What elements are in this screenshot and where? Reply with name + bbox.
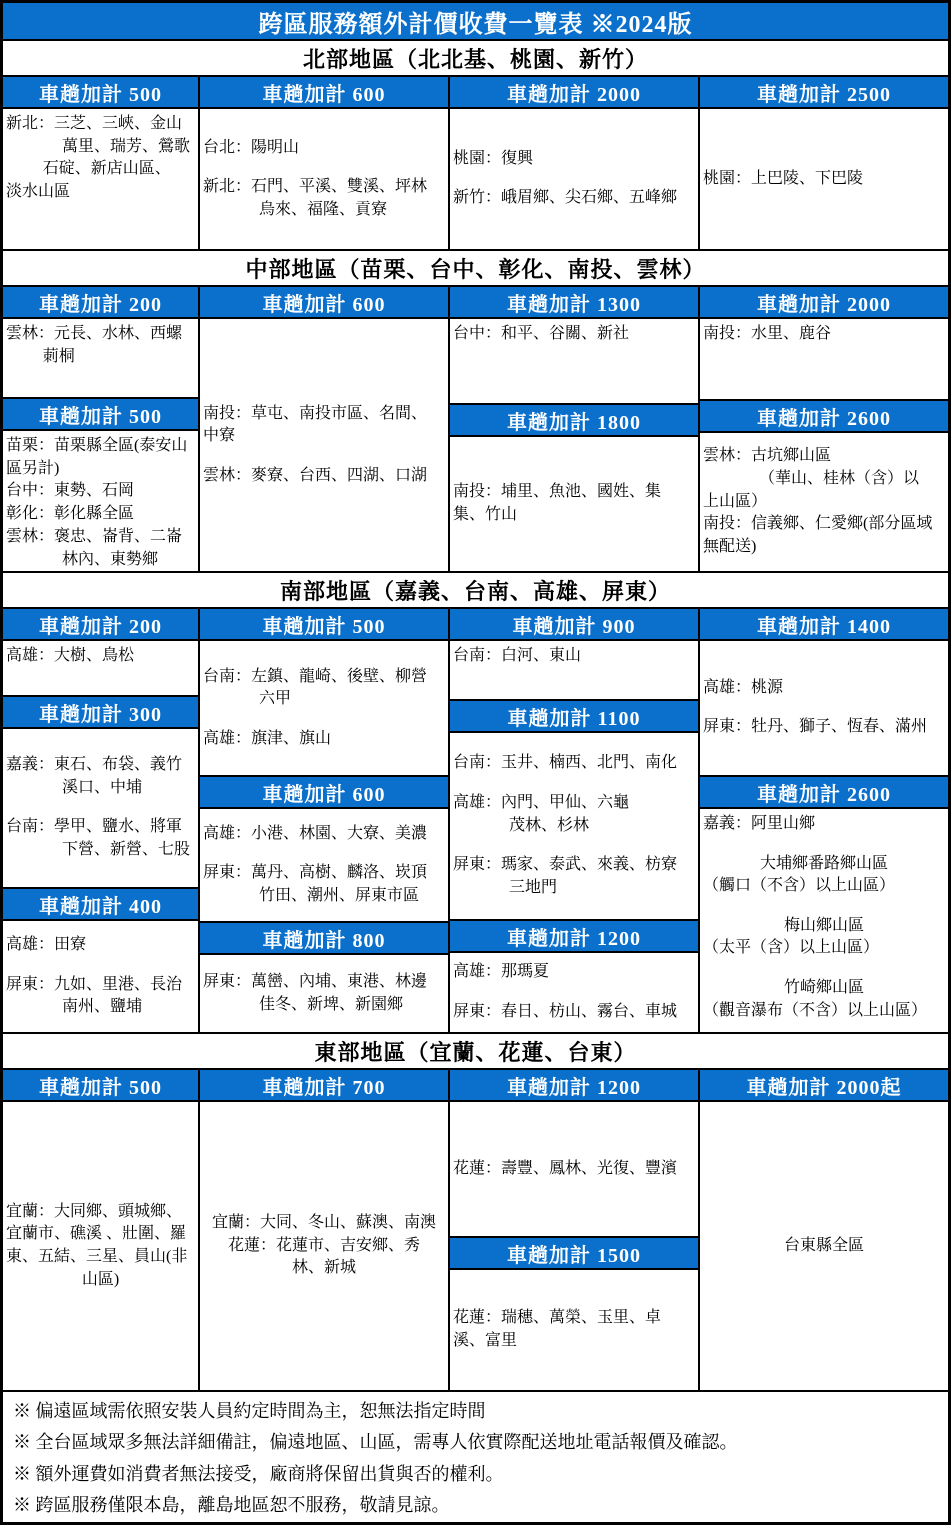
section-column <box>700 1102 948 1390</box>
page-title: 跨區服務額外計價收費一覽表 ※2024版 <box>3 3 948 39</box>
area-cell <box>700 109 948 249</box>
section-body <box>3 1102 948 1390</box>
area-text-line <box>703 960 945 977</box>
area-text-line: 東、五結、三星、員山(非 <box>6 1248 188 1265</box>
area-text-line: 台南：白河、東山 <box>453 647 582 664</box>
area-text-line: 大埔鄉番路鄉山區 <box>759 854 888 872</box>
area-text-line: 南投：草屯、南投市區、名間、 <box>203 404 428 422</box>
price-header: 車趟加計 700 <box>200 1070 448 1100</box>
area-text-line: 佳冬、新埤、新園鄉 <box>259 995 404 1013</box>
price-header: 車趟加計 1100 <box>450 701 698 731</box>
area-text-line <box>453 775 695 792</box>
area-text-line: 梅山鄉山區 <box>783 916 864 934</box>
price-header: 車趟加計 500 <box>200 609 448 639</box>
area-text-line: 桃園：復興 <box>453 149 534 167</box>
footnote: ※ 全台區域眾多無法詳細備註，偏遠地區、山區，需專人依實際配送地址電話報價及確認。 <box>13 1432 738 1453</box>
section-column <box>3 109 198 249</box>
area-text-line: 竹崎鄉山區 <box>783 978 864 996</box>
area-text-line: 雲林：褒忠、崙背、二崙 <box>6 527 183 545</box>
area-text-line <box>703 700 945 717</box>
area-text-line <box>703 898 945 915</box>
area-text-line: 宜蘭：大同、冬山、蘇澳、南澳 <box>211 1213 436 1231</box>
footnote: ※ 偏遠區域需依照安裝人員約定時間為主，恕無法指定時間 <box>13 1401 486 1421</box>
price-header: 車趟加計 500 <box>3 399 198 429</box>
area-text-line: （觀音瀑布（不含）以上山區） <box>703 1001 928 1019</box>
area-text-line: 集、竹山 <box>453 506 518 523</box>
price-header: 車趟加計 2600 <box>700 401 948 431</box>
section-column <box>200 319 448 571</box>
section-title: 北部地區（北北基、桃園、新竹） <box>3 41 948 75</box>
price-header: 車趟加計 800 <box>200 923 448 953</box>
area-text-line: 高雄：桃源 <box>703 678 784 696</box>
area-cell <box>450 641 698 699</box>
price-header: 車趟加計 900 <box>450 609 698 639</box>
price-header: 車趟加計 600 <box>200 77 448 107</box>
area-text-line: 三地門 <box>509 878 558 896</box>
area-cell <box>700 1102 948 1390</box>
area-cell <box>450 733 698 919</box>
area-text-line: 屏東：牡丹、獅子、恆春、滿州 <box>703 718 928 736</box>
area-text-line: 宜蘭市、礁溪 、壯圍、羅 <box>6 1225 187 1243</box>
area-cell <box>450 437 698 571</box>
area-text-line: 溪口、中埔 <box>62 778 143 796</box>
area-text-line: 苗栗：苗栗縣全區(泰安山 <box>6 437 188 454</box>
footnote: ※ 額外運費如消費者無法接受，廠商將保留出貨與否的權利。 <box>13 1463 504 1484</box>
section-title: 中部地區（苗栗、台中、彰化、南投、雲林） <box>3 251 948 285</box>
price-header: 車趟加計 500 <box>3 1070 198 1100</box>
area-text-line: 區另計) <box>6 459 60 477</box>
area-text-line: 石碇、新店山區、 <box>42 160 171 178</box>
area-cell <box>450 109 698 249</box>
area-text-line: 高雄：小港、林園、大寮、美濃 <box>203 824 428 842</box>
area-text-line <box>453 837 695 854</box>
area-text-line <box>6 957 195 974</box>
area-cell <box>3 109 198 249</box>
section-column <box>700 319 948 571</box>
area-cell <box>200 641 448 775</box>
price-header: 車趟加計 1200 <box>450 921 698 951</box>
area-text-line: 台南：左鎮、龍崎、後壁、柳營 <box>203 667 428 685</box>
price-header: 車趟加計 500 <box>3 77 198 107</box>
area-text-line <box>6 800 195 817</box>
area-text-line: 南州、鹽埔 <box>62 998 143 1016</box>
area-text-line: 南投：埔里、魚池、國姓、集 <box>453 483 662 501</box>
area-text-line: 屏東：萬巒、內埔、東港、林邊 <box>203 972 428 990</box>
section-column <box>450 641 698 1032</box>
section-body <box>3 109 948 249</box>
area-cell <box>200 809 448 921</box>
area-text-line: 雲林：古坑鄉山區 <box>703 447 832 465</box>
area-text-line: 嘉義：阿里山鄉 <box>703 815 816 832</box>
area-cell <box>450 1102 698 1236</box>
section-column <box>450 1102 698 1390</box>
price-header: 車趟加計 2000起 <box>700 1070 948 1100</box>
area-text-line: 下營、新營、七股 <box>62 841 191 859</box>
area-text-line <box>453 171 695 188</box>
area-text-line: 山區) <box>81 1270 120 1288</box>
area-text-line: 南投：水里、鹿谷 <box>703 325 832 342</box>
area-cell <box>700 641 948 775</box>
area-text-line: 林內、東勢鄉 <box>62 550 159 568</box>
area-text-line: 屏東：九如、里港、長治 <box>6 975 183 993</box>
price-header: 車趟加計 200 <box>3 287 198 317</box>
area-text-line: 高雄：那瑪夏 <box>453 963 550 981</box>
area-text-line: 屏東：萬丹、高樹、麟洛、崁頂 <box>203 864 428 882</box>
area-text-line: 高雄：大樹、鳥松 <box>6 647 135 664</box>
price-header: 車趟加計 1200 <box>450 1070 698 1100</box>
area-cell <box>200 319 448 571</box>
area-cell <box>200 1102 448 1390</box>
area-text-line: 台南：玉井、楠西、北門、南化 <box>453 754 678 772</box>
area-text-line: 高雄：田寮 <box>6 936 87 954</box>
section-column <box>700 109 948 249</box>
area-text-line: 宜蘭：大同鄉、頭城鄉、 <box>6 1202 183 1220</box>
area-text-line: 上山區） <box>703 492 768 510</box>
area-cell <box>450 319 698 403</box>
area-text-line: 嘉義：東石、布袋、義竹 <box>6 756 183 774</box>
area-text-line: 高雄：旗津、旗山 <box>203 729 332 747</box>
section-column <box>450 109 698 249</box>
area-text-line <box>453 984 695 1001</box>
area-text-line: 溪、富里 <box>453 1332 518 1349</box>
area-cell <box>3 729 198 887</box>
area-text-line: 雲林：麥寮、台西、四湖、口湖 <box>203 466 428 484</box>
price-header-row <box>3 77 948 107</box>
price-header: 車趟加計 2000 <box>450 77 698 107</box>
area-text-line: 林、新城 <box>291 1259 356 1277</box>
price-header: 車趟加計 1300 <box>450 287 698 317</box>
section-title: 南部地區（嘉義、台南、高雄、屏東） <box>3 573 948 607</box>
area-text-line: 新北：石門、平溪、雙溪、坪林 <box>203 178 428 196</box>
area-text-line <box>703 836 945 853</box>
area-text-line: 桃園：上巴陵、下巴陵 <box>703 169 864 187</box>
area-text-line: 新竹：峨眉鄉、尖石鄉、五峰鄉 <box>453 189 678 207</box>
area-cell <box>200 955 448 1032</box>
section-column <box>3 641 198 1032</box>
area-cell <box>700 809 948 1032</box>
area-text-line: 台中：和平、谷關、新社 <box>453 325 630 342</box>
section-column <box>700 641 948 1032</box>
area-text-line: （太平（含）以上山區） <box>703 939 880 957</box>
section-column <box>3 1102 198 1390</box>
price-header: 車趟加計 200 <box>3 609 198 639</box>
area-text-line: 台南：學甲、鹽水、將軍 <box>6 818 183 836</box>
area-text-line: 中寮 <box>203 427 236 445</box>
area-text-line: 花蓮：花蓮市、吉安鄉、秀 <box>227 1236 420 1254</box>
price-header: 車趟加計 400 <box>3 889 198 919</box>
area-text-line: 屏東：瑪家、泰武、來義、枋寮 <box>453 856 678 874</box>
price-header: 車趟加計 600 <box>200 777 448 807</box>
price-header: 車趟加計 2500 <box>700 77 948 107</box>
area-text-line: 萬里、瑞芳、鶯歌 <box>62 137 191 155</box>
area-text-line <box>203 845 445 862</box>
footnote: ※ 跨區服務僅限本島，離島地區恕不服務，敬請見諒。 <box>13 1495 450 1516</box>
area-cell <box>450 953 698 1032</box>
price-header-row <box>3 1070 948 1100</box>
section-column <box>200 641 448 1032</box>
area-cell <box>3 641 198 695</box>
footnotes <box>3 1392 948 1522</box>
area-text-line: 茂林、杉林 <box>509 816 590 834</box>
area-text-line: 新北：三芝、三峽、金山 <box>6 115 183 132</box>
area-text-line: 花蓮：壽豐、鳳林、光復、豐濱 <box>453 1159 678 1177</box>
area-text-line: 莿桐 <box>42 347 75 365</box>
area-cell <box>3 1102 198 1390</box>
area-text-line: 台東縣全區 <box>783 1236 864 1254</box>
area-text-line: 屏東：春日、枋山、霧台、車城 <box>453 1002 678 1020</box>
area-cell <box>3 319 198 397</box>
price-header: 車趟加計 300 <box>3 697 198 727</box>
area-text-line: 竹田、潮州、屏東市區 <box>259 886 420 904</box>
price-header: 車趟加計 2000 <box>700 287 948 317</box>
area-text-line <box>203 448 445 465</box>
area-text-line <box>203 159 445 176</box>
area-cell <box>700 433 948 571</box>
area-cell <box>3 921 198 1032</box>
price-header-row <box>3 287 948 317</box>
area-cell <box>450 1270 698 1390</box>
area-text-line: 無配送) <box>703 538 757 556</box>
price-header: 車趟加計 1400 <box>700 609 948 639</box>
price-header: 車趟加計 600 <box>200 287 448 317</box>
price-header-row <box>3 609 948 639</box>
section-column <box>3 319 198 571</box>
area-text-line: 台中：東勢、石岡 <box>6 482 135 500</box>
area-text-line: 花蓮：瑞穗、萬榮、玉里、卓 <box>453 1309 662 1327</box>
price-header: 車趟加計 1500 <box>450 1238 698 1268</box>
section-column <box>450 319 698 571</box>
area-text-line: 六甲 <box>259 690 292 708</box>
section-body <box>3 319 948 571</box>
section-column <box>200 109 448 249</box>
area-text-line: 雲林：元長、水林、西螺 <box>6 325 183 342</box>
area-cell <box>700 319 948 399</box>
section-column <box>200 1102 448 1390</box>
area-cell <box>200 109 448 249</box>
section-body <box>3 641 948 1032</box>
area-text-line: 高雄：內門、甲仙、六龜 <box>453 793 630 811</box>
area-text-line: 南投：信義鄉、仁愛鄉(部分區域 <box>703 515 933 533</box>
area-text-line: 彰化：彰化縣全區 <box>6 505 135 523</box>
section-title: 東部地區（宜蘭、花蓮、台東） <box>3 1034 948 1068</box>
area-text-line: 台北：陽明山 <box>203 138 300 156</box>
price-header: 車趟加計 1800 <box>450 405 698 435</box>
area-text-line <box>203 711 445 728</box>
area-text-line: （華山、桂林（含）以 <box>759 469 920 487</box>
area-text-line: （觸口（不含）以上山區） <box>703 877 896 895</box>
area-text-line: 淡水山區 <box>6 183 71 201</box>
area-cell <box>3 431 198 571</box>
price-header: 車趟加計 2600 <box>700 777 948 807</box>
area-text-line: 烏來、福隆、貢寮 <box>259 200 388 218</box>
